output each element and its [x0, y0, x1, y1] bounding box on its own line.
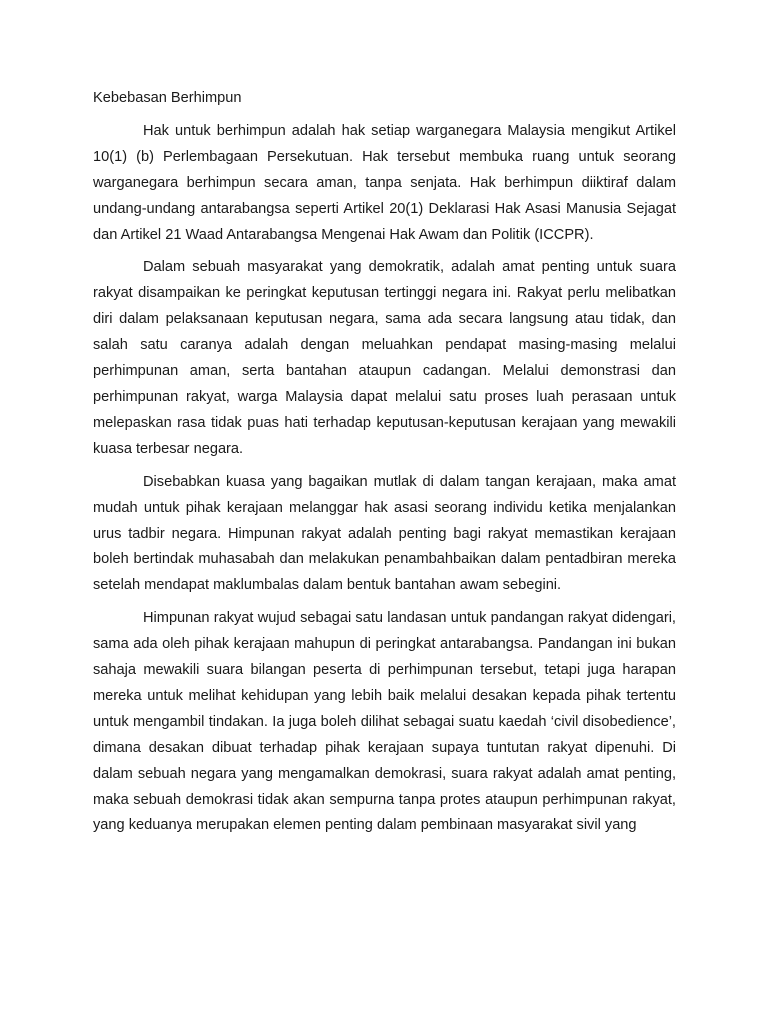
- document-heading: Kebebasan Berhimpun: [93, 90, 242, 106]
- document-body: [93, 86, 676, 839]
- paragraph-3: Disebabkan kuasa yang bagaikan mutlak di dalam tangan kerajaan, maka amat mudah untuk pihak kerajaan melanggar hak asasi seorang individu ketika menjalankan urus tadbir negara. Himpunan rakyat adalah penting bagi rakyat memastikan kerajaan boleh bertindak muhasabah dan melakukan penambahbaikan dalam pentadbiran mereka setelah mendapat maklumbalas dalam bentuk bantahan awam sebegini.: [93, 473, 676, 594]
- paragraph-1: Hak untuk berhimpun adalah hak setiap warganegara Malaysia mengikut Artikel 10(1) (b) Perlembagaan Persekutuan. Hak tersebut membuka ruang untuk seorang warganegara berhimpun secara aman, tanpa senjata. Hak berhimpun diiktiraf dalam undang-undang antarabangsa seperti Artikel 20(1) Deklarasi Hak Asasi Manusia Sejagat dan Artikel 21 Waad Antarabangsa Mengenai Hak Awam dan Politik (ICCPR).: [93, 122, 676, 243]
- paragraph-4: Himpunan rakyat wujud sebagai satu landasan untuk pandangan rakyat didengari, sama ada oleh pihak kerajaan mahupun di peringkat antarabangsa. Pandangan ini bukan sahaja mewakili suara bilangan peserta di perhimpunan tersebut, tetapi juga harapan mereka untuk melihat kehidupan yang lebih baik melalui desakan kepada pihak tertentu untuk mengambil tindakan. Ia juga boleh dilihat sebagai suatu kaedah ‘civil disobedience’, dimana desakan dibuat terhadap pihak kerajaan supaya tuntutan rakyat dipenuhi. Di dalam sebuah negara yang mengamalkan demokrasi, suara rakyat adalah amat penting, maka sebuah demokrasi tidak akan sempurna tanpa protes ataupun perhimpunan rakyat, yang keduanya merupakan elemen penting dalam pembinaan masyarakat sivil yang: [93, 610, 676, 834]
- paragraph-2: Dalam sebuah masyarakat yang demokratik, adalah amat penting untuk suara rakyat disampaikan ke peringkat keputusan tertinggi negara ini. Rakyat perlu melibatkan diri dalam pelaksanaan keputusan negara, sama ada secara langsung atau tidak, dan salah satu caranya adalah dengan meluahkan pendapat masing-masing melalui perhimpunan aman, serta bantahan ataupun cadangan. Melalui demonstrasi dan perhimpunan rakyat, warga Malaysia dapat melalui satu proses luah perasaan untuk melepaskan rasa tidak puas hati terhadap keputusan-keputusan kerajaan yang mewakili kuasa terbesar negara.: [93, 259, 676, 457]
